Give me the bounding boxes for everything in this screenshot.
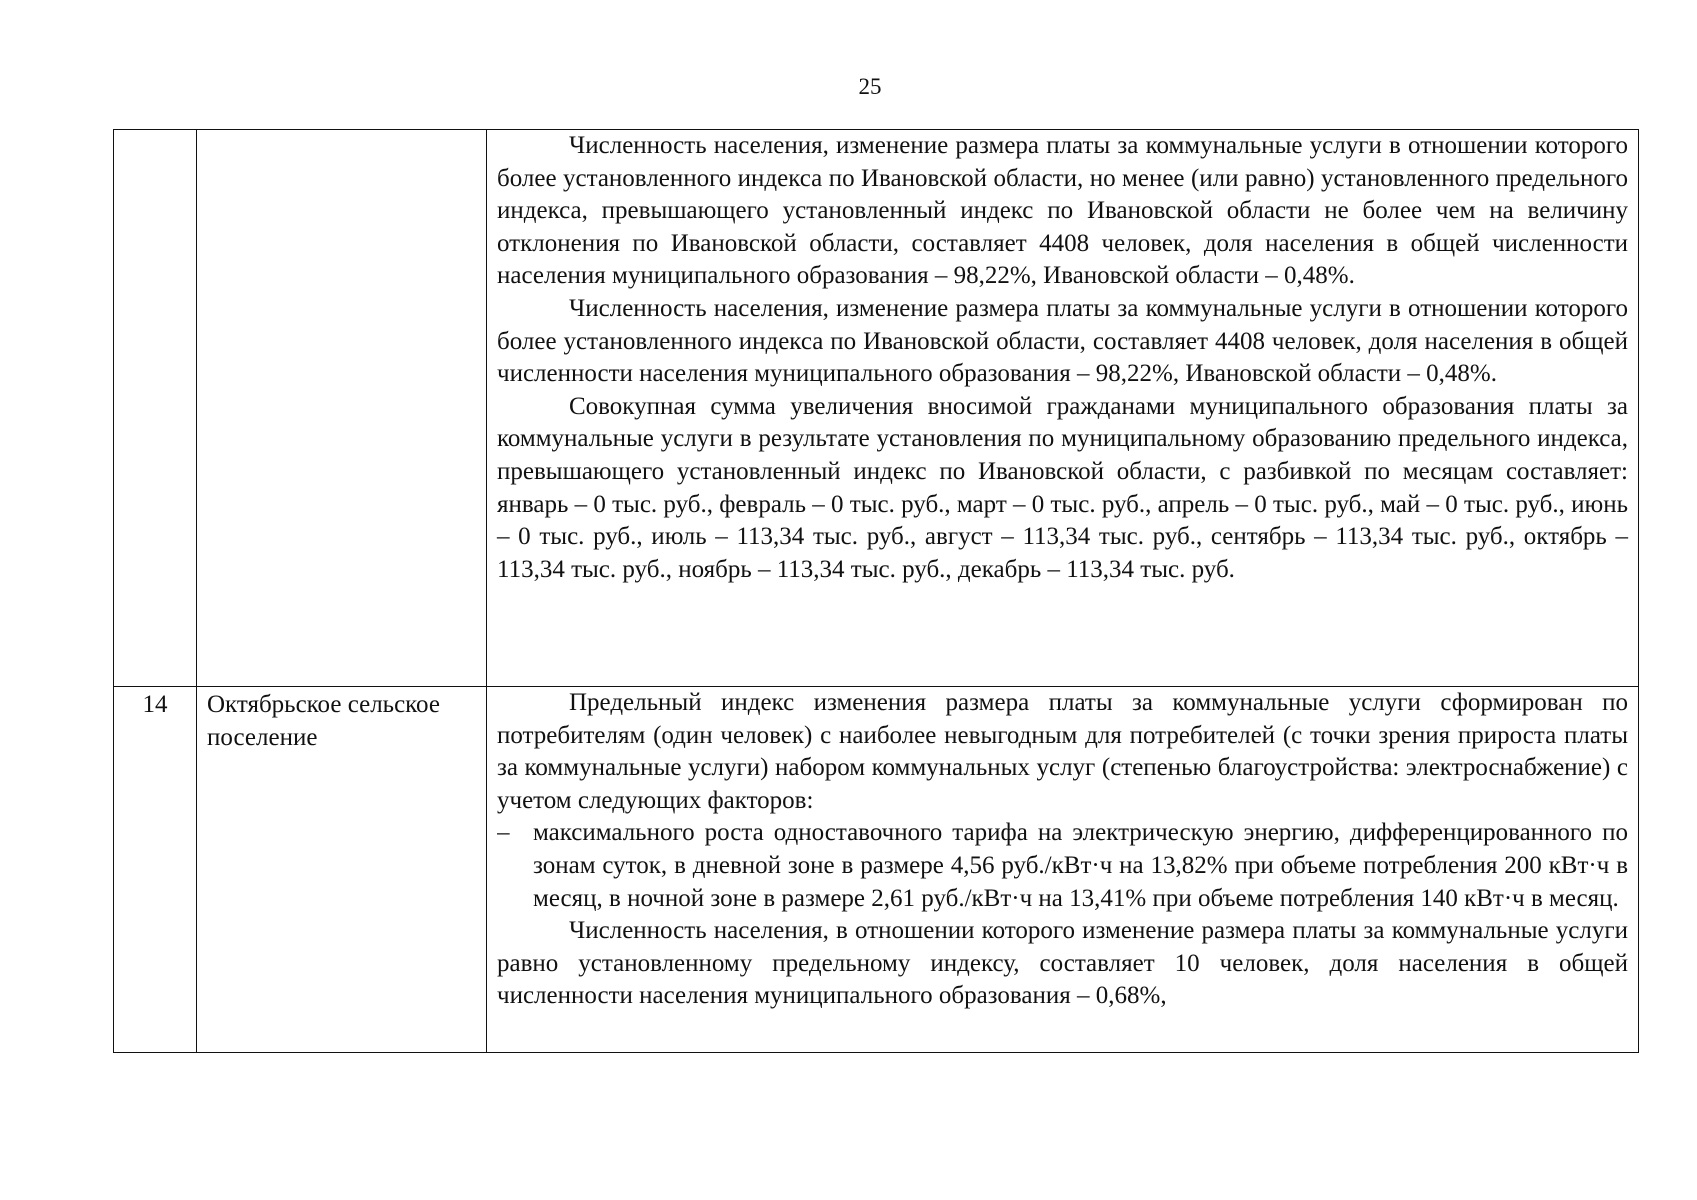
municipal-index-table bbox=[113, 129, 1639, 1053]
factor-text: максимального роста одноставочного тарифа на электрическую энергию, дифференцированного по зонам суток, в дневной зоне в размере 4,56 руб./кВт·ч на 13,82% при объеме потребления 200 кВт·ч в месяц, в ночной зоне в размере 2,61 руб./кВт·ч на 13,41% при объеме потребления 140 кВт·ч в месяц. bbox=[533, 819, 1628, 912]
factor-list-item bbox=[497, 817, 1628, 915]
row-number-cell bbox=[114, 130, 197, 687]
description-cell bbox=[487, 130, 1639, 687]
paragraph-population-equal-index: Численность населения, в отношении которого изменение размера платы за коммунальные услуги равно установленному предельному индексу, составляет 10 человек, доля населения в общей численности населения муниципального образования – 0,68%, bbox=[497, 917, 1628, 1010]
municipality-name-cell bbox=[197, 130, 487, 687]
paragraph-population-between-indices: Численность населения, изменение размера платы за коммунальные услуги в отношении которого более установленного индекса по Ивановской области, но менее (или равно) установленного предельного индекса, превышающего установленный индекс по Ивановской области не более чем на величину отклонения по Ивановской области, составляет 4408 человек, доля населения в общей численности населения муниципального образования – 98,22%, Ивановской области – 0,48%. bbox=[497, 132, 1628, 290]
municipality-name-cell: Октябрьское сельское поселение bbox=[197, 687, 487, 1053]
paragraph-index-formation: Предельный индекс изменения размера платы за коммунальные услуги сформирован по потребителям (один человек) с наиболее невыгодным для потребителей (с точки зрения прироста платы за коммунальные услуги) набором коммунальных услуг (степенью благоустройства: электроснабжение) с учетом следующих факторов: bbox=[497, 689, 1628, 814]
paragraph-population-above-index: Численность населения, изменение размера платы за коммунальные услуги в отношении которого более установленного индекса по Ивановской области, составляет 4408 человек, доля населения в общей численности населения муниципального образования – 98,22%, Ивановской области – 0,48%. bbox=[497, 294, 1628, 388]
row-number-cell: 14 bbox=[114, 687, 197, 1053]
page-number: 25 bbox=[858, 74, 882, 99]
list-dash-marker: – bbox=[497, 819, 510, 847]
table-row bbox=[114, 130, 1639, 687]
paragraph-total-increase-by-month: Совокупная сумма увеличения вносимой гражданами муниципального образования платы за коммунальные услуги в результате установления по муниципальному образованию предельного индекса, превышающего установленный индекс по Ивановской области, с разбивкой по месяцам составляет: январь – 0 тыс. руб., февраль – 0 тыс. руб., март – 0 тыс. руб., апрель – 0 тыс. руб., май – 0 тыс. руб., июнь – 0 тыс. руб., июль – 113,34 тыс. руб., август – 113,34 тыс. руб., сентябрь – 113,34 тыс. руб., октябрь – 113,34 тыс. руб., ноябрь – 113,34 тыс. руб., декабрь – 113,34 тыс. руб. bbox=[497, 392, 1628, 583]
table-row bbox=[114, 687, 1639, 1053]
description-content bbox=[497, 687, 1628, 1047]
description-cell bbox=[487, 687, 1639, 1053]
